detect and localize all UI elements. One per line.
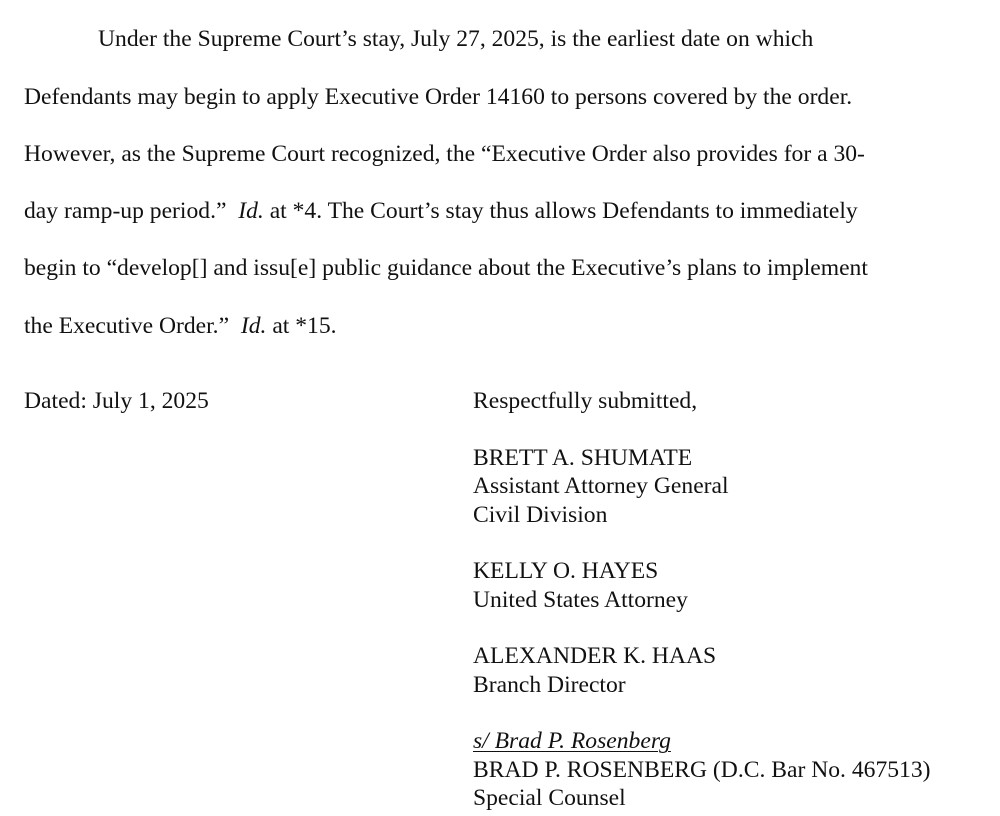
electronic-signature: s/ Brad P. Rosenberg: [473, 728, 671, 754]
paragraph-text: begin to “develop[] and issu[e] public guidance about the Executive’s plans to implement: [24, 255, 868, 281]
paragraph-text: day ramp-up period.”: [24, 198, 227, 224]
dated-line: Dated: July 1, 2025: [24, 388, 209, 414]
signature-block: [473, 387, 993, 813]
paragraph-line-2: [24, 83, 852, 111]
paragraph-text: Under the Supreme Court’s stay, July 27, 2025, is the earliest date on which: [98, 26, 814, 52]
signatory-name: BRETT A. SHUMATE: [473, 444, 693, 471]
signatory-title: United States Attorney: [473, 586, 688, 613]
paragraph-text: However, as the Supreme Court recognized, the “Executive Order also provides for a 30-: [24, 141, 865, 167]
paragraph-line-4: [24, 197, 858, 225]
citation-id: Id.: [238, 198, 264, 224]
signatory-title: Assistant Attorney General: [473, 473, 729, 499]
signatory-title: Branch Director: [473, 671, 626, 698]
paragraph-line-6: [24, 312, 337, 340]
signatory-alexander-haas: [473, 642, 993, 699]
signatory-brett-shumate: [473, 444, 993, 530]
signatory-name: ALEXANDER K. HAAS: [473, 643, 717, 669]
paragraph-text: at *4. The Court’s stay thus allows Defendants to immediately: [269, 198, 858, 224]
signatory-name: KELLY O. HAYES: [473, 558, 659, 584]
electronic-signature-row: [473, 727, 993, 756]
signatory-name: BRAD P. ROSENBERG (D.C. Bar No. 467513): [473, 756, 931, 783]
paragraph-text: Defendants may begin to apply Executive Order 14160 to persons covered by the order.: [24, 84, 853, 110]
signatory-division: Civil Division: [473, 501, 608, 528]
signatory-brad-rosenberg: [473, 727, 993, 813]
closing-line: Respectfully submitted,: [473, 388, 698, 414]
signatory-kelly-hayes: [473, 557, 993, 614]
paragraph-line-3: [24, 140, 865, 168]
citation-id: Id.: [240, 313, 267, 339]
paragraph-text: the Executive Order.”: [24, 313, 230, 339]
paragraph-line-1: [98, 25, 813, 53]
paragraph-line-5: [24, 254, 868, 282]
paragraph-text: at *15.: [272, 313, 337, 339]
signatory-title: Special Counsel: [473, 785, 626, 811]
